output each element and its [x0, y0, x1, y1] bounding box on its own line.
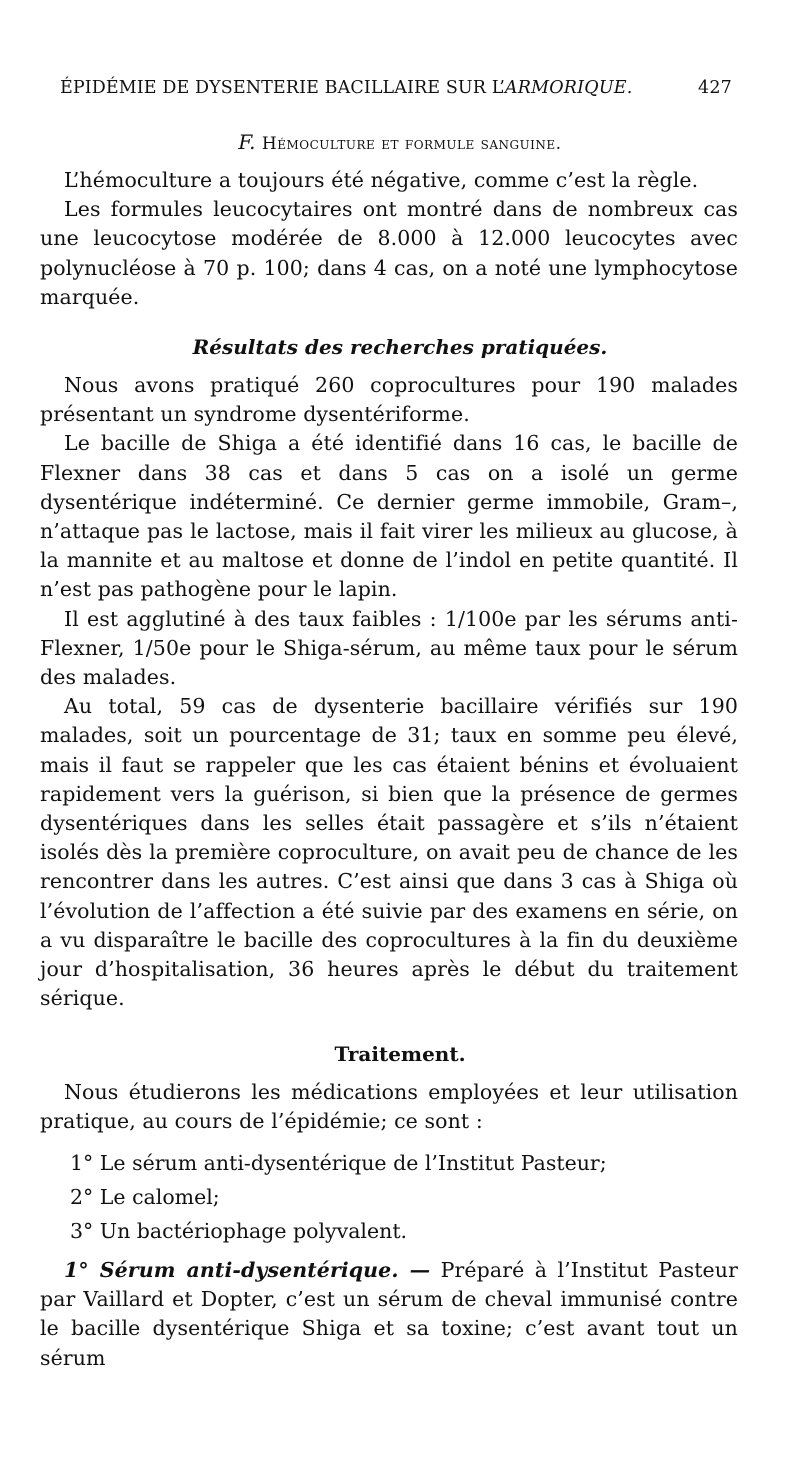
running-title-italic: ARMORIQUE. — [504, 78, 633, 98]
paragraph: Il est agglutiné à des taux faibles : 1/100e par les sérums anti-Flexner, 1/50e pour le Shiga-sérum, au même taux pour le sérum des malades. — [40, 606, 738, 690]
serum-item-label: 1° Sérum anti-dysentérique. — — [64, 1258, 431, 1282]
paragraph — [40, 1256, 738, 1373]
results-heading: Résultats des recherches pratiquées. — [192, 335, 608, 359]
treatment-list — [70, 1146, 730, 1248]
paragraph: Au total, 59 cas de dysenterie bacillaire vérifiés sur 190 malades, soit un pourcentage de 31; taux en somme peu élevé, mais il faut se rappeler que les cas étaient bénins et évoluaient rapidement vers la guérison, si bien que la présence de germes dysentériques dans les selles était passagère et s’ils n’étaient isolés dès la première coproculture, on avait peu de chance de les rencontrer dans les autres. C’est ainsi que dans 3 cas à Shiga où l’évolution de l’affection a été suivie par des examens en série, on a vu disparaître le bacille des coprocultures à la fin du deuxième jour d’hospitalisation, 36 heures après le début du traitement sérique. — [40, 694, 738, 1011]
list-item: 2° Le calomel; — [70, 1185, 220, 1209]
paragraph: Le bacille de Shiga a été identifié dans 16 cas, le bacille de Flexner dans 38 cas et dans 5 cas on a isolé un germe dysentérique indéterminé. Ce dernier germe immobile, Gram–, n’attaque pas le lactose, mais il fait virer les milieux au glucose, à la mannite et au maltose et donne de l’indol en petite quantité. Il n’est pas pathogène pour le lapin. — [40, 431, 738, 602]
paragraph: Nous avons pratiqué 260 coprocultures pour 190 malades présentant un syndrome dysentériforme. — [40, 373, 738, 427]
treatment-heading: Traitement. — [334, 1042, 466, 1066]
running-title: ÉPIDÉMIE DE DYSENTERIE BACILLAIRE SUR L’ — [60, 78, 505, 98]
section-f-body — [40, 166, 738, 312]
list-item: 1° Le sérum anti-dysentérique de l’Institut Pasteur; — [70, 1151, 607, 1175]
treatment-intro-block — [40, 1078, 738, 1136]
page-number: 427 — [697, 78, 732, 98]
results-body — [40, 371, 738, 1013]
serum-item-text: Préparé à l’Institut Pasteur par Vaillard et Dopter, c’est un sérum de cheval immunisé contre le bacille dysentérique Shiga et sa toxine; c’est avant tout un sérum — [40, 1258, 738, 1370]
paragraph: Les formules leucocytaires ont montré dans de nombreux cas une leucocytose modérée de 8.000 à 12.000 leucocytes avec polynucléose à 70 p. 100; dans 4 cas, on a noté une lymphocytose marquée. — [40, 197, 738, 309]
paragraph: L’hémoculture a toujours été négative, comme c’est la règle. — [64, 168, 699, 192]
section-f-letter: F. — [238, 130, 256, 154]
serum-section — [40, 1256, 738, 1373]
list-item: 3° Un bactériophage polyvalent. — [70, 1219, 408, 1243]
section-f-heading — [0, 130, 800, 154]
section-f-title: Hémoculture et formule sanguine. — [261, 134, 562, 154]
running-head — [60, 78, 732, 98]
paragraph: Nous étudierons les médications employées et leur utilisation pratique, au cours de l’épidémie; ce sont : — [40, 1080, 738, 1134]
